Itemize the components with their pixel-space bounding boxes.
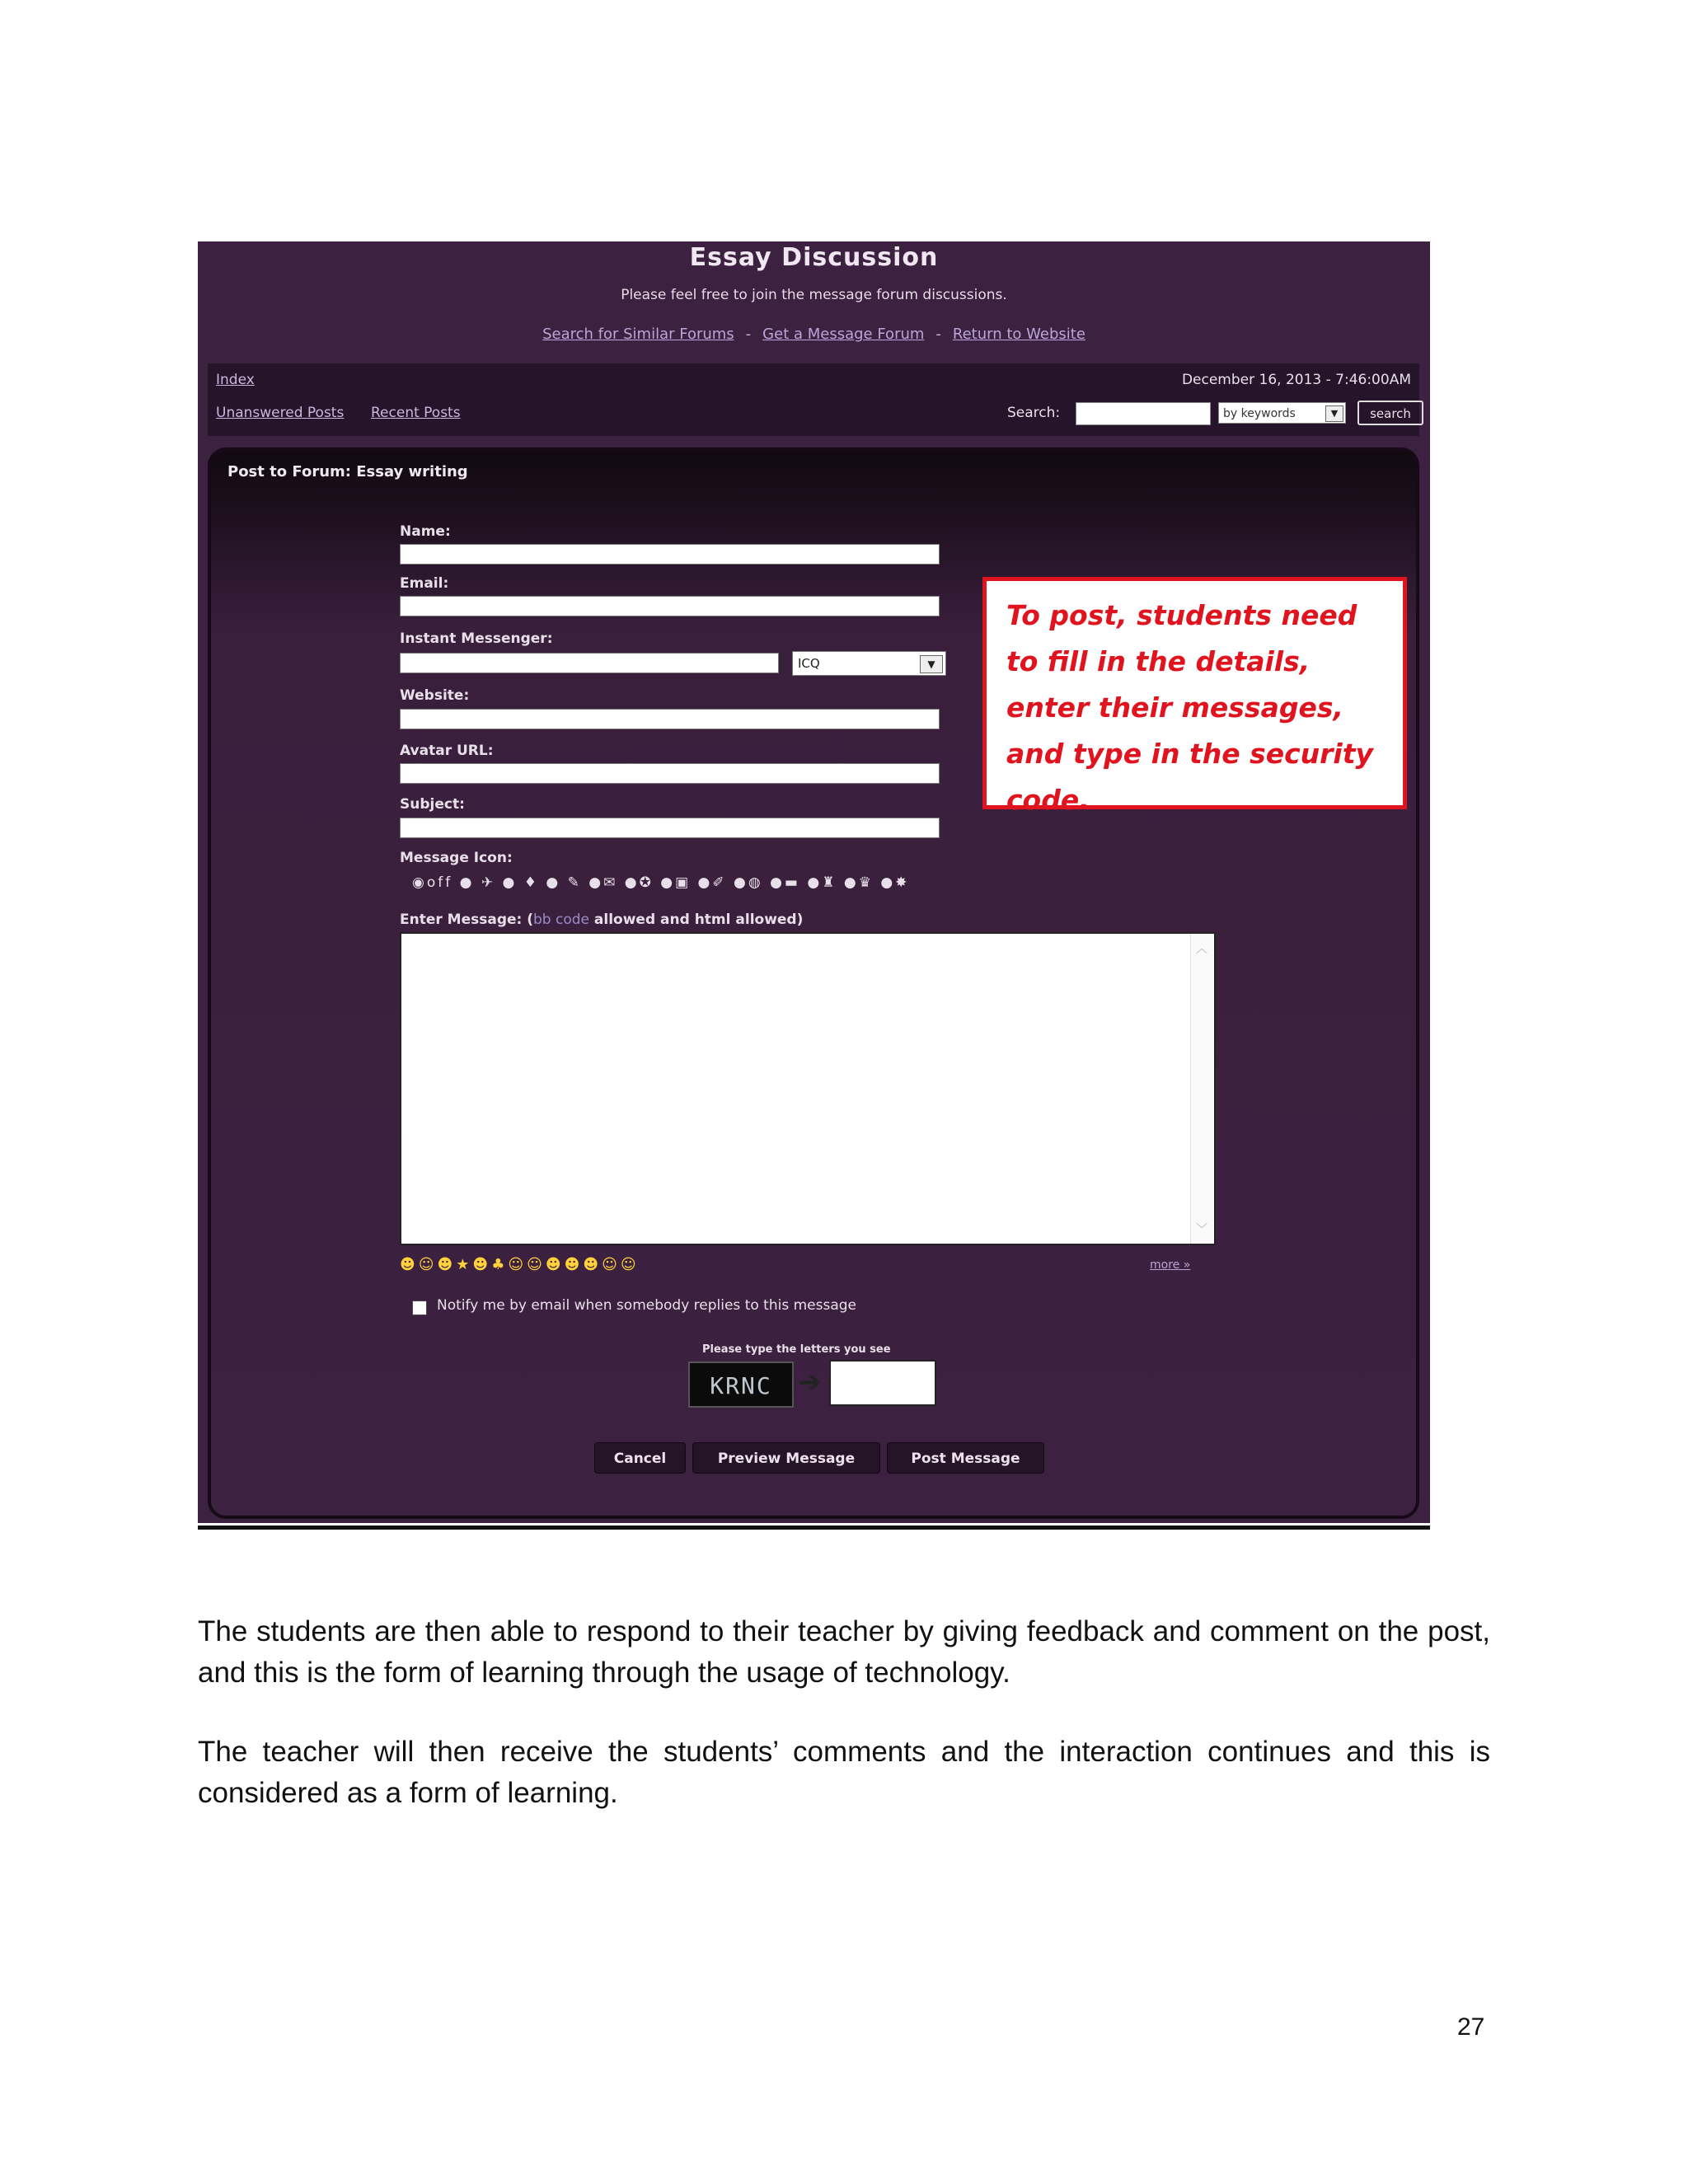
post-message-button[interactable]: Post Message (887, 1442, 1044, 1474)
forum-title: Essay Discussion (689, 243, 939, 272)
link-separator: - (935, 326, 941, 343)
paragraph-1: The students are then able to respond to their teacher by giving feedback and comment on the post, and this is the form of learning through the usage of technology. (198, 1615, 1490, 1689)
smiley-toolbar[interactable]: ☻☺☻★☻♣☺☺☻☻☻☺☺ (400, 1256, 640, 1273)
scroll-down-icon[interactable]: ﹀ (1196, 1223, 1207, 1236)
forum-screenshot (198, 241, 1430, 1523)
message-icon-label: Message Icon: (400, 850, 513, 866)
scroll-up-icon[interactable]: ︿ (1196, 943, 1207, 956)
current-date: December 16, 2013 - 7:46:00AM (1181, 372, 1411, 388)
website-label: Website: (400, 687, 470, 704)
chevron-down-icon: ▼ (1325, 405, 1343, 422)
link-separator: - (745, 326, 752, 343)
message-icon-choices[interactable]: ● ✈ ● ♦ ● ✎ ●✉ ●✪ ●▣ ●✐ ●◍ ●▬ ●♜ ●♛ ●✸ (459, 874, 910, 891)
captcha-label: Please type the letters you see (702, 1343, 891, 1356)
search-label: Search: (1007, 405, 1061, 421)
page-number: 27 (1457, 2013, 1485, 2041)
radio-selected-icon[interactable]: ◉ (412, 874, 427, 891)
forum-top-links (198, 326, 1430, 343)
captcha-image: KRNC (688, 1361, 794, 1408)
search-button[interactable]: search (1357, 401, 1423, 425)
im-field[interactable] (400, 653, 779, 673)
message-icon-options[interactable] (412, 874, 909, 891)
avatar-url-field[interactable] (400, 763, 940, 784)
scrollbar[interactable] (1190, 934, 1214, 1244)
search-similar-forums-link[interactable]: Search for Similar Forums (542, 326, 734, 343)
im-label: Instant Messenger: (400, 630, 553, 647)
search-mode-select[interactable] (1218, 402, 1346, 424)
more-smilies-link[interactable]: more » (1150, 1258, 1191, 1272)
search-input[interactable] (1076, 402, 1211, 425)
email-field[interactable] (400, 596, 940, 616)
figure-bottom-rule (198, 1526, 1430, 1530)
subject-label: Subject: (400, 796, 465, 813)
index-link[interactable]: Index (216, 372, 255, 388)
post-form-heading: Post to Forum: Essay writing (227, 463, 468, 480)
cancel-button[interactable]: Cancel (594, 1442, 686, 1474)
message-label-prefix: Enter Message: ( (400, 912, 534, 928)
name-field[interactable] (400, 544, 940, 565)
search-mode-value: by keywords (1223, 407, 1296, 420)
notify-checkbox[interactable] (412, 1301, 427, 1315)
recent-posts-link[interactable]: Recent Posts (371, 405, 461, 421)
unanswered-posts-link[interactable]: Unanswered Posts (216, 405, 345, 421)
get-message-forum-link[interactable]: Get a Message Forum (762, 326, 925, 343)
website-field[interactable] (400, 709, 940, 729)
return-to-website-link[interactable]: Return to Website (952, 326, 1085, 343)
email-label: Email: (400, 575, 449, 592)
notify-label: Notify me by email when somebody replies to this message (437, 1297, 856, 1314)
avatar-url-label: Avatar URL: (400, 743, 494, 759)
enter-message-label (400, 912, 803, 928)
message-textarea[interactable] (400, 932, 1216, 1245)
chevron-down-icon: ▼ (920, 655, 943, 673)
forum-subtitle: Please feel free to join the message forum discussions. (621, 287, 1007, 303)
name-label: Name: (400, 523, 451, 540)
forum-navbar (208, 363, 1419, 436)
arrow-right-icon: ➔ (798, 1366, 822, 1399)
annotation-callout: To post, students need to fill in the details, enter their messages, and type in the security code. (982, 577, 1407, 809)
message-label-suffix: allowed and html allowed) (589, 912, 804, 928)
paragraph-2: The teacher will then receive the students’ comments and the interaction continues and this is considered as a form of learning. (198, 1736, 1490, 1809)
captcha-input[interactable] (829, 1360, 936, 1406)
im-type-select[interactable] (792, 651, 946, 676)
icon-off-label: off (426, 874, 453, 891)
preview-message-button[interactable]: Preview Message (692, 1442, 880, 1474)
subject-field[interactable] (400, 818, 940, 838)
bb-code-link[interactable]: bb code (533, 912, 589, 928)
im-type-value: ICQ (798, 656, 820, 671)
